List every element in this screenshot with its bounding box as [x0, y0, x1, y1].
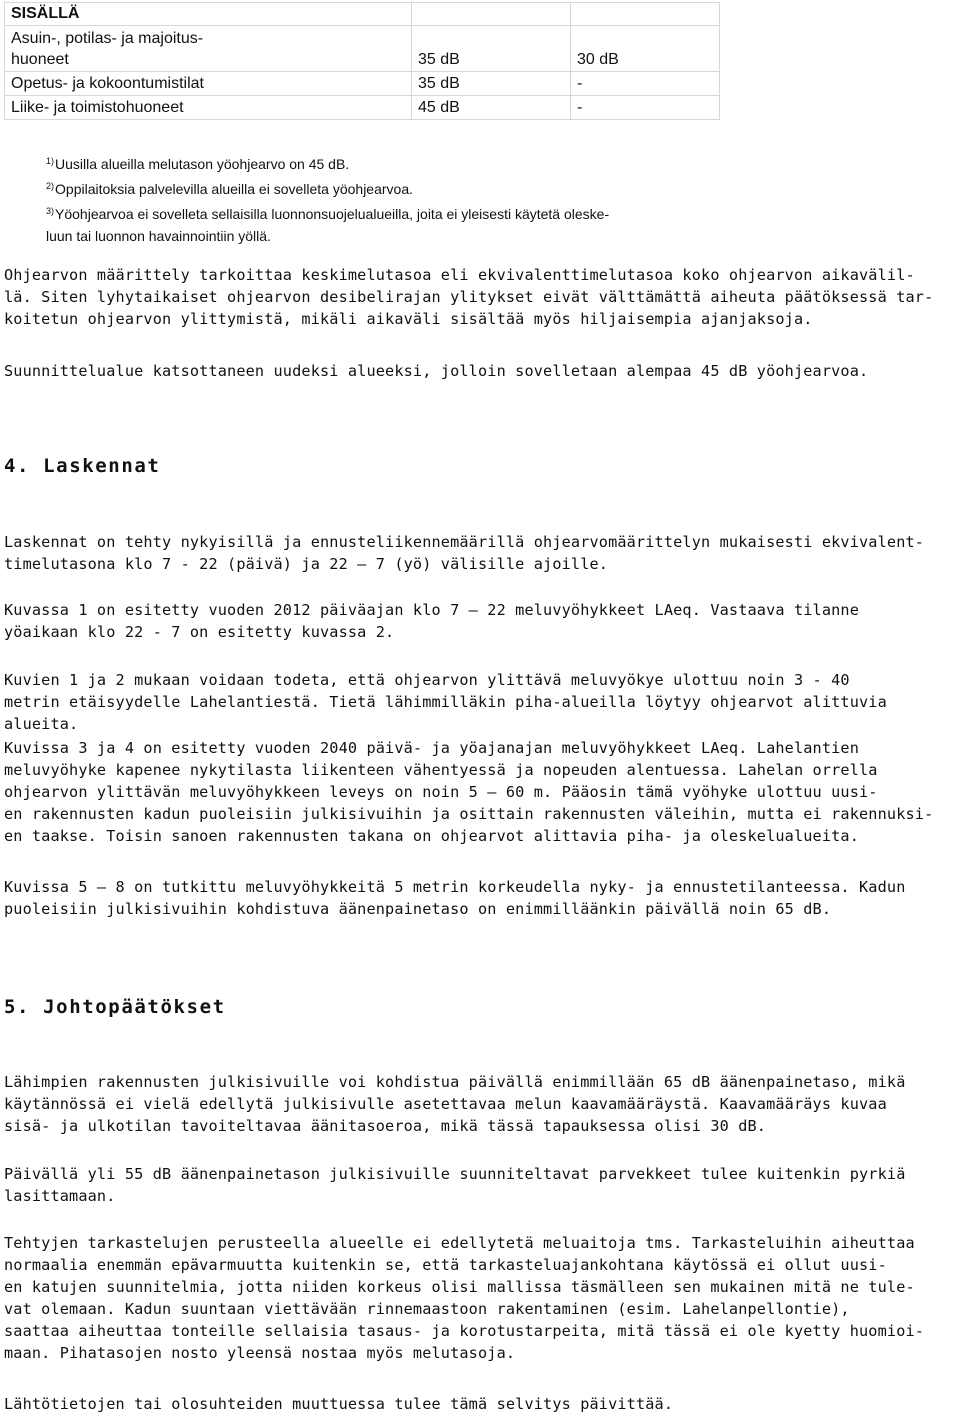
text-line: en taakse. Toisin sanoen rakennusten takana on ohjearvot alittavia piha- ja oleskelualueita.: [4, 827, 860, 845]
text-line: Tehtyjen tarkastelujen perusteella alueelle ei edellytetä meluaitoja tms. Tarkasteluihin aiheuttaa: [4, 1234, 915, 1252]
footnote-text: Oppilaitoksia palvelevilla alueilla ei sovelleta yöohjearvoa.: [55, 181, 413, 197]
table-header-cell: SISÄLLÄ: [5, 3, 412, 26]
table-cell-day: 35 dB: [412, 26, 571, 72]
text-line: vat olemaan. Kadun suuntaan viettävään rinnemaastoon rakentaminen (esim. Lahelanpellontie),: [4, 1300, 850, 1318]
text-line: käytännössä ei vielä edellytä julkisivulle asetettavaa melun kaavamääräystä. Kaavamääräys kuvaa: [4, 1095, 887, 1113]
footnote: [46, 150, 746, 175]
text-line: en rakennusten kadun puoleisiin julkisivuihin ja osittain rakennusten väleihin, mutta ei rakennuksi-: [4, 805, 934, 823]
table-cell-day: 45 dB: [412, 96, 571, 120]
footnote-mark: 1): [46, 156, 55, 166]
paragraph-s4-1: [4, 531, 956, 575]
table-cell-empty: [571, 3, 720, 26]
paragraph-s5-2: [4, 1163, 956, 1207]
text-line: Laskennat on tehty nykyisillä ja ennusteliikennemäärillä ohjearvomäärittelyn mukaisesti ekvivalent-: [4, 533, 925, 551]
text-line: en katujen suunnitelmia, jotta niiden korkeus olisi mallissa täsmälleen sen mukainen mitä ne tule-: [4, 1278, 915, 1296]
section-5-heading: 5. Johtopäätökset: [4, 996, 226, 1018]
table-cell-label: [5, 26, 412, 72]
paragraph-s5-1: [4, 1071, 956, 1137]
paragraph-s4-3: [4, 669, 956, 735]
paragraph-s4-4: [4, 737, 956, 847]
text-line: Ohjearvon määrittely tarkoittaa keskimelutasoa eli ekvivalenttimelutasoa koko ohjearvon aikavälil-: [4, 266, 915, 284]
footnote-text: Uusilla alueilla melutason yöohjearvo on 45 dB.: [55, 156, 350, 172]
footnote-text: Yöohjearvoa ei sovelleta sellaisilla luonnonsuojelualueilla, joita ei yleisesti käytetä oleske-: [55, 206, 610, 222]
text-line: Päivällä yli 55 dB äänenpainetason julkisivuille suunniteltavat parvekkeet tulee kuitenkin pyrkiä: [4, 1165, 906, 1183]
footnote-mark: 2): [46, 181, 55, 191]
table-cell-night: -: [571, 72, 720, 96]
text-line: ohjearvon ylittävän meluvyöhykkeen leveys on noin 5 — 60 m. Pääosin tämä vyöhyke ulottuu uusi-: [4, 783, 878, 801]
footnotes: [46, 150, 746, 247]
paragraph-intro-1: [4, 264, 956, 330]
label-line: Asuin-, potilas- ja majoitus-: [11, 30, 204, 47]
table-cell-night: 30 dB: [571, 26, 720, 72]
text-line: koitetun ohjearvon ylittymistä, mikäli aikaväli sisältää myös hiljaisempia ajanjaksoja.: [4, 310, 813, 328]
text-line: yöaikaan klo 22 - 7 on esitetty kuvassa 2.: [4, 623, 395, 641]
section-4-heading: 4. Laskennat: [4, 455, 161, 477]
text-line: Kuvissa 3 ja 4 on esitetty vuoden 2040 päivä- ja yöajanajan meluvyöhykkeet LAeq. Lahelantien: [4, 739, 860, 757]
text-line: sisä- ja ulkotilan tavoiteltavaa äänitasoeroa, mikä tässä tapauksessa olisi 30 dB.: [4, 1117, 767, 1135]
paragraph-s4-2: [4, 599, 956, 643]
text-line: timelutasona klo 7 - 22 (päivä) ja 22 — 7 (yö) välisille ajoille.: [4, 555, 609, 573]
footnote-continuation: [46, 225, 746, 247]
paragraph-intro-2: [4, 360, 956, 382]
table-cell-label: Liike- ja toimistohuoneet: [5, 96, 412, 120]
text-line: puoleisiin julkisivuihin kohdistuva äänenpainetaso on enimmilläänkin päivällä noin 65 dB.: [4, 900, 832, 918]
text-line: Lähtötietojen tai olosuhteiden muuttuessa tulee tämä selvitys päivittää.: [4, 1395, 674, 1413]
table-cell-empty: [412, 3, 571, 26]
text-line: Suunnittelualue katsottaneen uudeksi alueeksi, jolloin sovelletaan alempaa 45 dB yöohjearvoa.: [4, 362, 869, 380]
text-line: Kuvassa 1 on esitetty vuoden 2012 päiväajan klo 7 — 22 meluvyöhykkeet LAeq. Vastaava tilanne: [4, 601, 860, 619]
footnote-text: luun tai luonnon havainnointiin yöllä.: [46, 228, 271, 244]
footnote-mark: 3): [46, 206, 55, 216]
table-row: [5, 26, 720, 72]
paragraph-s5-3: [4, 1232, 956, 1364]
paragraph-s4-5: [4, 876, 956, 920]
table-cell-night: -: [571, 96, 720, 120]
text-line: saattaa aiheuttaa tonteille sellaisia tasaus- ja korotustarpeita, mitä tässä ei ole kyetty huomioi-: [4, 1322, 925, 1340]
table-cell-day: 35 dB: [412, 72, 571, 96]
table-row: [5, 96, 720, 120]
text-line: Kuvissa 5 — 8 on tutkittu meluvyöhykkeitä 5 metrin korkeudella nyky- ja ennustetilanteessa. Kadun: [4, 878, 906, 896]
text-line: maan. Pihatasojen nosto yleensä nostaa myös melutasoja.: [4, 1344, 516, 1362]
text-line: lasittamaan.: [4, 1187, 116, 1205]
text-line: meluvyöhyke kapenee nykytilasta liikenteen vähentyessä ja nopeuden alentuessa. Lahelan orrella: [4, 761, 878, 779]
noise-limits-table: [4, 2, 720, 120]
text-line: Lähimpien rakennusten julkisivuille voi kohdistua päivällä enimmillään 65 dB äänenpainetaso, mikä: [4, 1073, 906, 1091]
text-line: Kuvien 1 ja 2 mukaan voidaan todeta, että ohjearvon ylittävä meluvyökye ulottuu noin 3 - 40: [4, 671, 850, 689]
footnote: [46, 200, 746, 225]
text-line: metrin etäisyydelle Lahelantiestä. Tietä lähimmilläkin piha-alueilla löytyy ohjearvot alittuvia alueita.: [4, 693, 887, 733]
footnote: [46, 175, 746, 200]
table-header-row: [5, 3, 720, 26]
label-line: huoneet: [11, 51, 69, 68]
table-cell-label: Opetus- ja kokoontumistilat: [5, 72, 412, 96]
text-line: normaalia enemmän epävarmuutta kuitenkin se, että tarkasteluajankohtana käytössä ei ollut uusi-: [4, 1256, 887, 1274]
table-row: [5, 72, 720, 96]
text-line: lä. Siten lyhytaikaiset ohjearvon desibelirajan ylitykset eivät välttämättä aiheuta päätöksessä tar-: [4, 288, 934, 306]
paragraph-s5-4: [4, 1393, 956, 1415]
